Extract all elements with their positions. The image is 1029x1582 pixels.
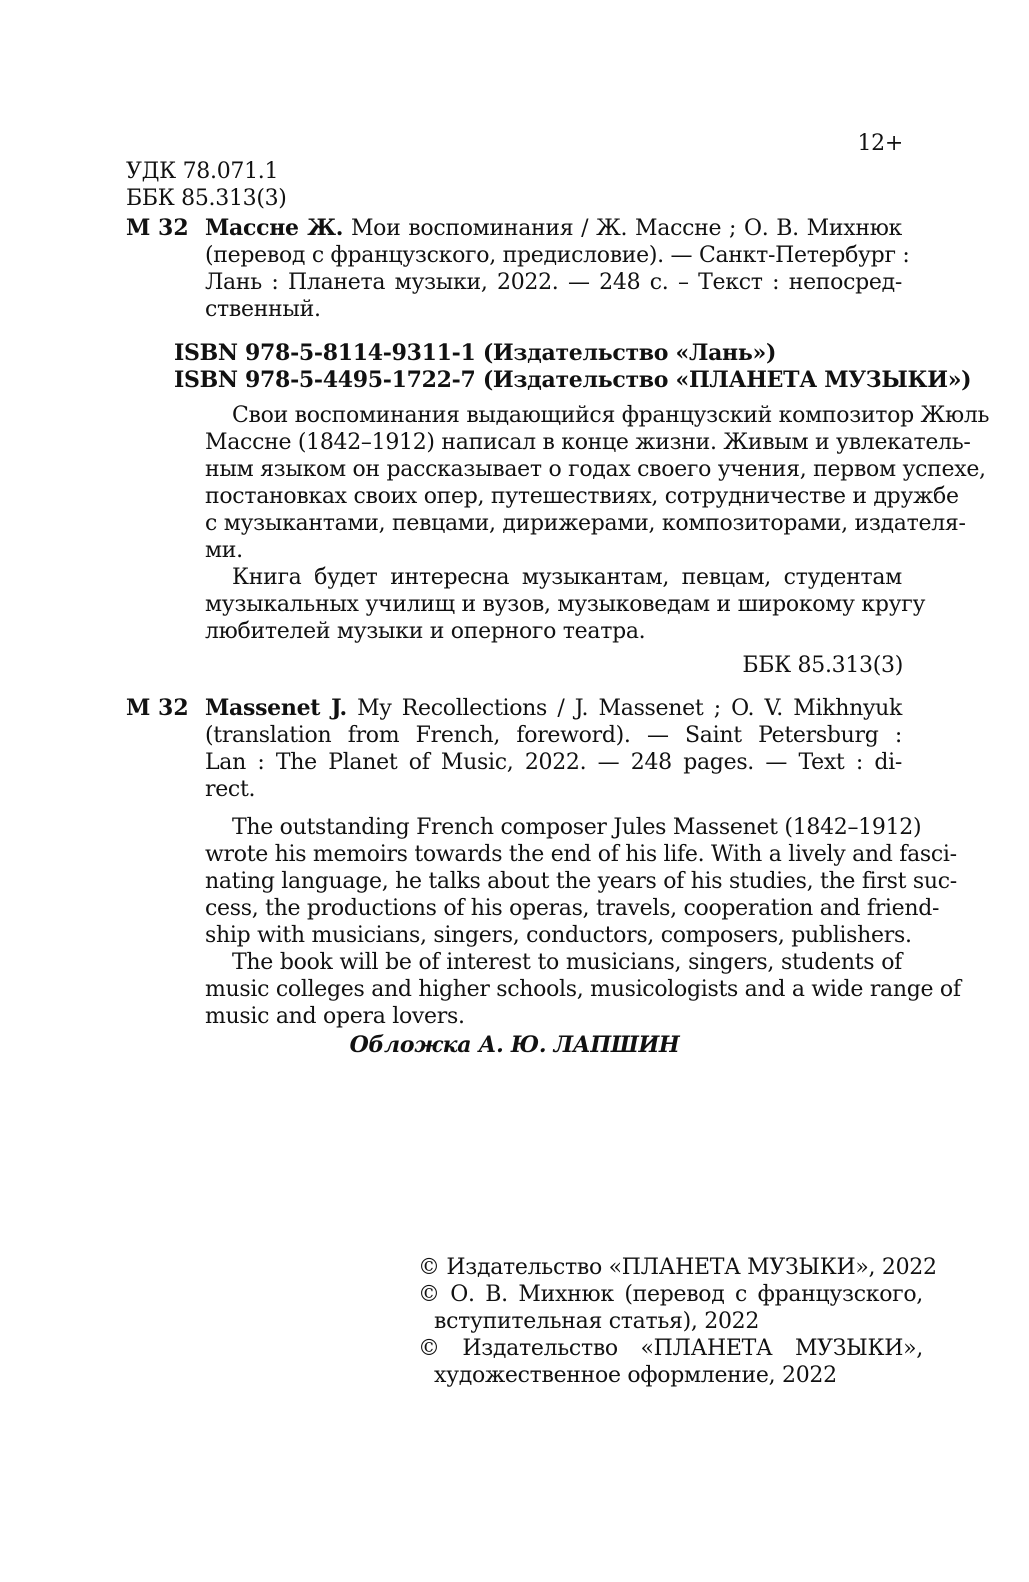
ru-annotation-line: ми.	[205, 538, 243, 563]
ru-author: Массне Ж.	[205, 215, 344, 241]
ru-entry-line: ственный.	[205, 297, 321, 322]
en-annotation	[205, 814, 961, 1030]
en-author: Massenet J.	[205, 695, 347, 721]
en-annotation-line: ship with musicians, singers, conductors, composers, publishers.	[205, 923, 912, 948]
ru-entry-line: Лань : Планета музыки, 2022. — 248 с. – Текст : непосред-	[205, 270, 902, 295]
en-entry-line: rect.	[205, 777, 256, 802]
en-annotation-line: cess, the productions of his operas, travels, cooperation and friend-	[205, 896, 940, 921]
isbn-lan: ISBN 978-5-8114-9311-1 (Издательство «Лань»)	[174, 340, 777, 366]
isbn-planet-music: ISBN 978-5-4495-1722-7 (Издательство «ПЛАНЕТА МУЗЫКИ»)	[174, 367, 972, 393]
copyright-line: © О. В. Михнюк (перевод с французского,	[418, 1282, 923, 1307]
ru-annotation-line: Книга будет интересна музыкантам, певцам, студентам	[232, 565, 902, 590]
ru-entry-line: Мои воспоминания / Ж. Массне ; О. В. Михнюк	[343, 216, 902, 241]
ru-annotation-line: постановках своих опер, путешествиях, сотрудничестве и дружбе	[205, 484, 959, 509]
copyright-line: © Издательство «ПЛАНЕТА МУЗЫКИ», 2022	[418, 1255, 937, 1280]
bbk-code-top: ББК 85.313(3)	[126, 186, 287, 211]
age-rating: 12+	[857, 131, 903, 156]
en-annotation-line: nating language, he talks about the years of his studies, the first suc-	[205, 869, 957, 894]
en-annotation-line: The book will be of interest to musicians, singers, students of	[232, 950, 902, 975]
copyright-line: вступительная статья), 2022	[434, 1309, 760, 1334]
ru-entry-code: М 32	[126, 215, 189, 241]
ru-annotation-line: музыкальных училищ и вузов, музыковедам и широкому кругу	[205, 592, 926, 617]
ru-annotation-line: Массне (1842–1912) написал в конце жизни. Живым и увлекатель-	[205, 430, 971, 455]
ru-annotation-line: ным языком он рассказывает о годах своего учения, первом успехе,	[205, 457, 986, 482]
copyright-block	[418, 1254, 937, 1389]
ru-annotation-line: с музыкантами, певцами, дирижерами, композиторами, издателя-	[205, 511, 966, 536]
bbk-code-bottom: ББК 85.313(3)	[742, 653, 903, 678]
en-entry-line: My Recollections / J. Massenet ; O. V. Mikhnyuk	[346, 696, 903, 721]
copyright-line: художественное оформление, 2022	[434, 1363, 837, 1388]
ru-entry-line: (перевод с французского, предисловие). — Санкт-Петербург :	[205, 243, 910, 268]
copyright-line: © Издательство «ПЛАНЕТА МУЗЫКИ»,	[418, 1336, 923, 1361]
en-annotation-line: music and opera lovers.	[205, 1004, 465, 1029]
ru-annotation	[205, 402, 990, 645]
en-entry-line: (translation from French, foreword). — Saint Petersburg :	[205, 723, 902, 748]
copyright-item	[418, 1335, 923, 1389]
udk-code: УДК 78.071.1	[126, 159, 279, 184]
ru-annotation-line: любителей музыки и оперного театра.	[205, 619, 646, 644]
en-annotation-line: music colleges and higher schools, musicologists and a wide range of	[205, 977, 961, 1002]
cover-credit: Обложка А. Ю. ЛАПШИН	[349, 1032, 680, 1058]
copyright-item	[418, 1254, 937, 1281]
ru-annotation-line: Свои воспоминания выдающийся французский композитор Жюль	[232, 403, 990, 428]
en-entry-line: Lan : The Planet of Music, 2022. — 248 pages. — Text : di-	[205, 750, 902, 775]
en-annotation-line: wrote his memoirs towards the end of his life. With a lively and fasci-	[205, 842, 957, 867]
ru-bibliographic-entry	[205, 215, 910, 323]
en-annotation-line: The outstanding French composer Jules Massenet (1842–1912)	[232, 815, 922, 840]
en-entry-code: M 32	[126, 695, 189, 721]
copyright-item	[418, 1281, 923, 1335]
en-bibliographic-entry	[205, 695, 902, 803]
